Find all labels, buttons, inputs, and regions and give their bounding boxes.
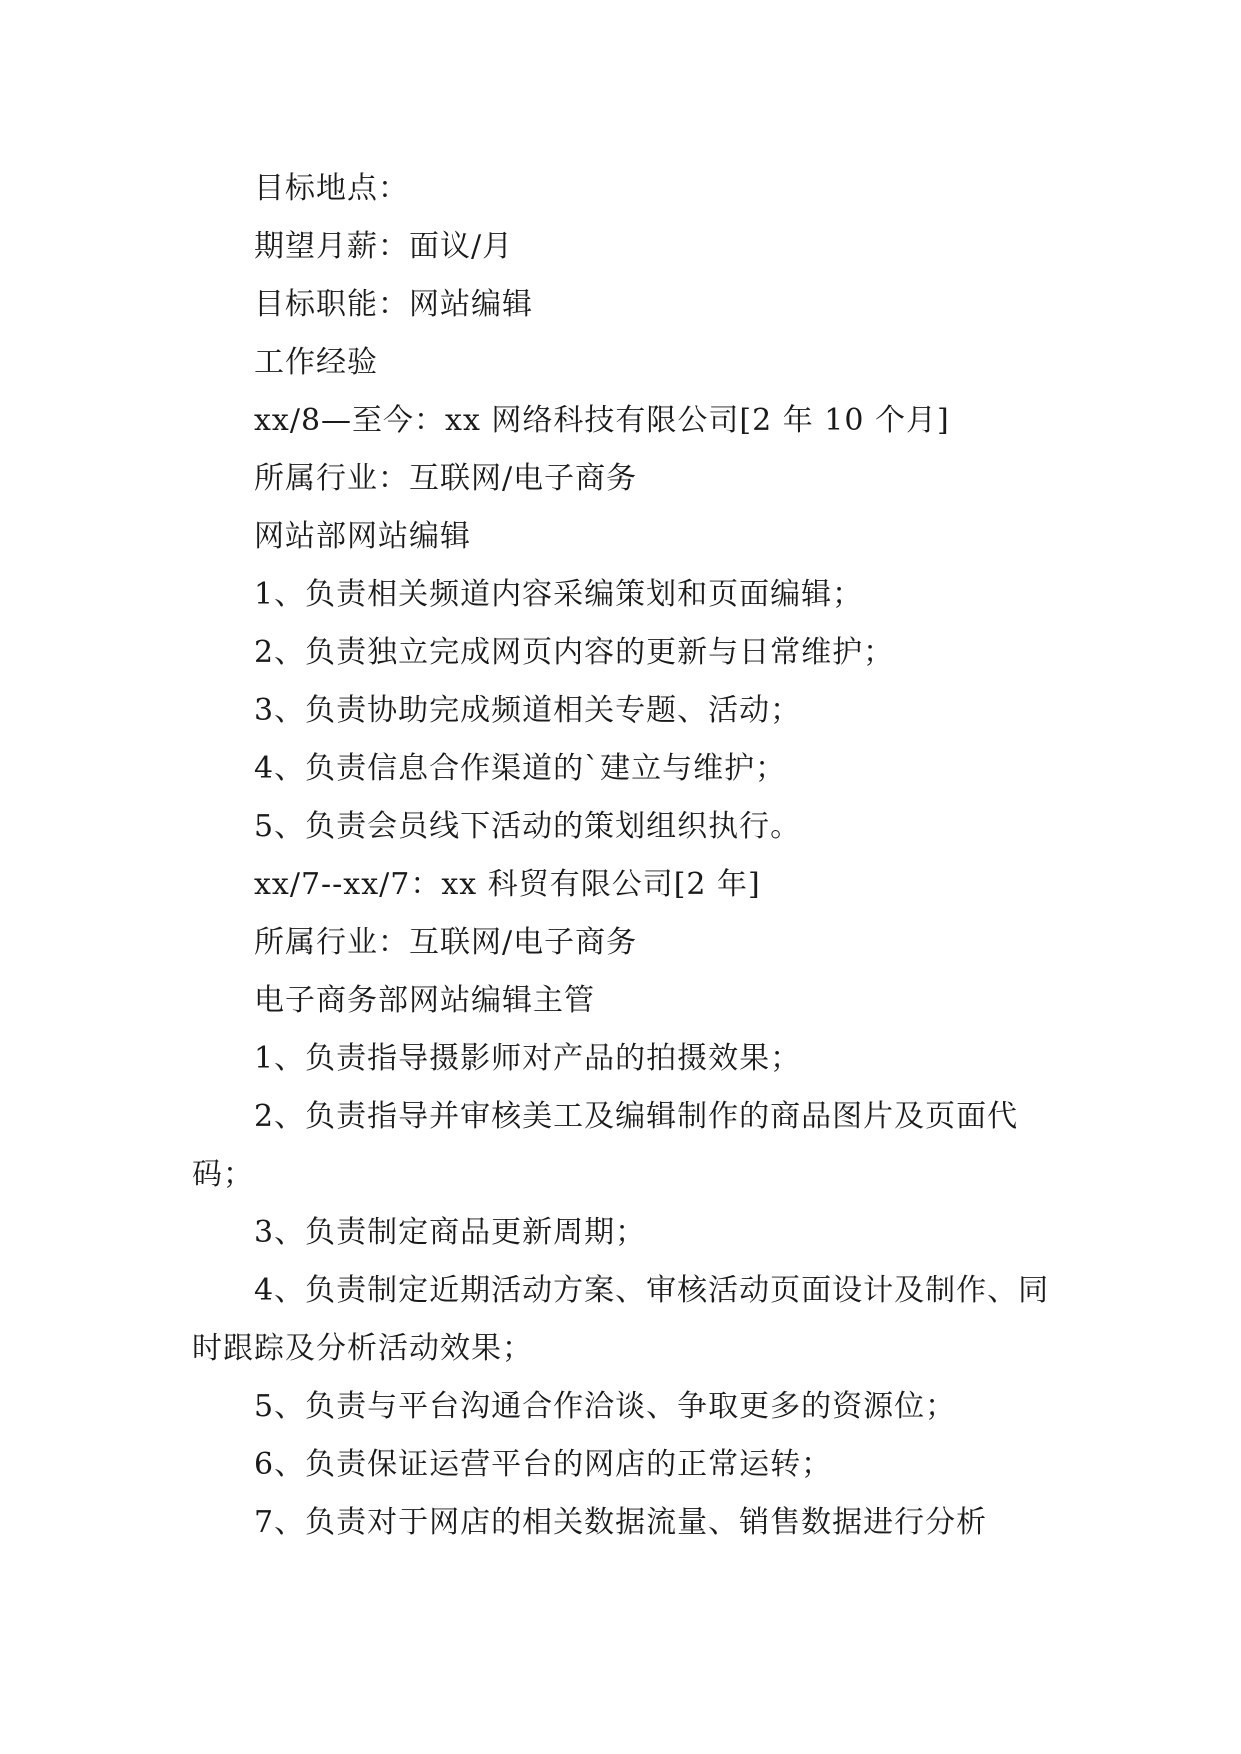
job-1-title: 网站部网站编辑 <box>254 519 471 554</box>
job-1-duty-3: 3、负责协助完成频道相关专题、活动； <box>254 693 802 728</box>
job-2-duty-6: 6、负责保证运营平台的网店的正常运转； <box>254 1447 833 1482</box>
job-2-period-company: xx/7--xx/7：xx 科贸有限公司[2 年] <box>254 867 761 902</box>
job-2-duty-7: 7、负责对于网店的相关数据流量、销售数据进行分析 <box>254 1505 988 1540</box>
job-1-duty-2: 2、负责独立完成网页内容的更新与日常维护； <box>254 635 895 670</box>
expected-salary-line: 期望月薪：面议/月 <box>254 229 514 264</box>
job-1-industry: 所属行业：互联网/电子商务 <box>254 461 638 496</box>
job-2-duty-1: 1、负责指导摄影师对产品的拍摄效果； <box>254 1041 802 1076</box>
target-function-line: 目标职能：网站编辑 <box>254 287 533 322</box>
job-2-industry: 所属行业：互联网/电子商务 <box>254 925 638 960</box>
document-body <box>192 160 1052 1552</box>
job-1-duty-1: 1、负责相关频道内容采编策划和页面编辑； <box>254 577 864 612</box>
job-2-duty-4: 4、负责制定近期活动方案、审核活动页面设计及制作、同时跟踪及分析活动效果； <box>192 1273 1050 1366</box>
job-1-period-company: xx/8—至今：xx 网络科技有限公司[2 年 10 个月] <box>254 403 950 438</box>
job-2-duty-3: 3、负责制定商品更新周期； <box>254 1215 647 1250</box>
job-1-duty-4: 4、负责信息合作渠道的`建立与维护； <box>254 751 787 786</box>
work-experience-heading: 工作经验 <box>254 345 378 380</box>
job-1-duty-5: 5、负责会员线下活动的策划组织执行。 <box>254 809 802 844</box>
job-2-duty-2: 2、负责指导并审核美工及编辑制作的商品图片及页面代码； <box>192 1099 1019 1192</box>
job-2-title: 电子商务部网站编辑主管 <box>254 983 595 1018</box>
target-location-line: 目标地点： <box>254 171 409 206</box>
job-2-duty-5: 5、负责与平台沟通合作洽谈、争取更多的资源位； <box>254 1389 957 1424</box>
